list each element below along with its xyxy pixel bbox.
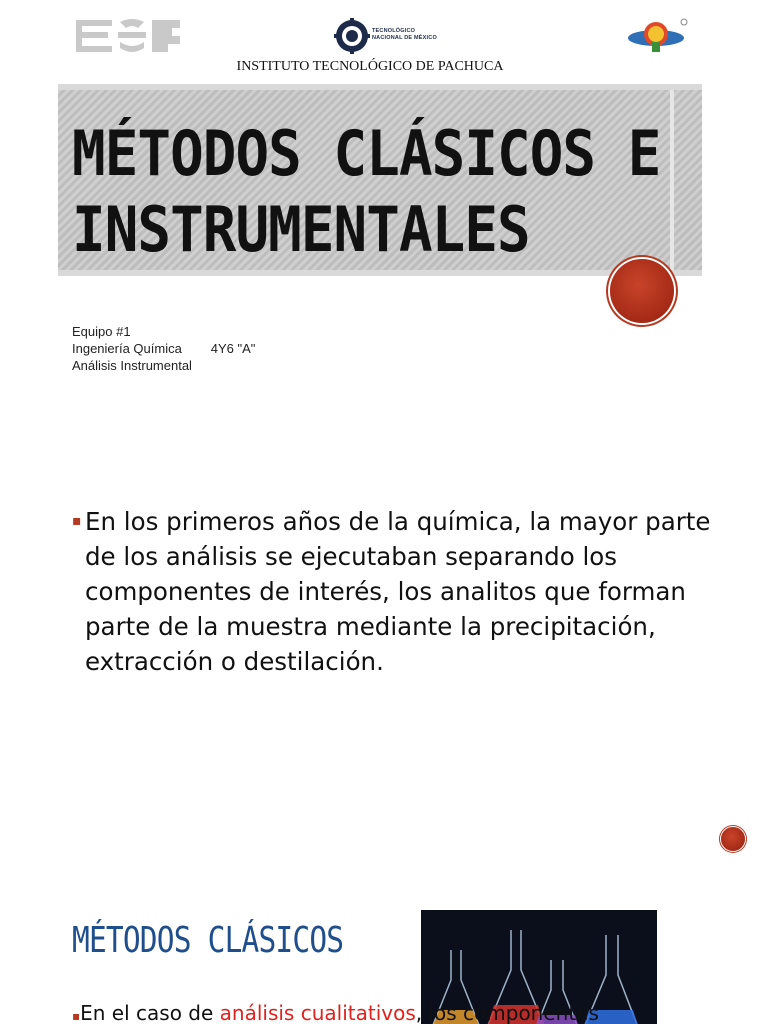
bullet-square-icon: ▪ <box>72 513 82 529</box>
tecnm-line1: TECNOLÓGICO <box>372 28 416 34</box>
institute-name: INSTITUTO TECNOLÓGICO DE PACHUCA <box>236 59 504 74</box>
info-line-career: Ingeniería Química 4Y6 "A" <box>72 341 256 356</box>
section-title: MÉTODOS CLÁSICOS <box>72 920 344 961</box>
highlight-text: análisis cualitativos <box>219 1001 416 1024</box>
classic-methods-slide <box>0 876 768 1024</box>
sep-logo-icon <box>72 14 184 58</box>
title-slide <box>0 0 768 420</box>
title-line-1: MÉTODOS CLÁSICOS E <box>72 117 661 190</box>
tecnm-line2: NACIONAL DE MÉXICO <box>372 35 437 41</box>
info-line-subject: Análisis Instrumental <box>72 358 192 373</box>
bullet-square-icon: ▪ <box>72 1009 81 1023</box>
bullet-paragraph <box>72 504 722 679</box>
bullet-line <box>72 1001 599 1024</box>
tecnm-logo-icon <box>334 18 448 54</box>
itp-logo-icon <box>626 18 688 54</box>
paragraph-text: En los primeros años de la química, la mayor parte de los análisis se ejecutaban separando los componentes de interés, los analitos que forman parte de la muestra mediante la precipitación, extracción o destilación. <box>85 507 711 676</box>
red-circle-ornament-icon <box>610 259 674 323</box>
content-slide <box>0 468 768 828</box>
team-info <box>72 323 255 374</box>
tecnm-logo-text <box>372 28 437 42</box>
red-circle-ornament-icon <box>721 827 745 851</box>
info-line-team: Equipo #1 <box>72 324 131 339</box>
slide-title <box>72 116 661 268</box>
text-after: , los componentes <box>415 1001 599 1024</box>
title-line-2: INSTRUMENTALES <box>72 193 530 266</box>
text-before: En el caso de <box>80 1001 220 1024</box>
title-banner <box>58 84 702 276</box>
